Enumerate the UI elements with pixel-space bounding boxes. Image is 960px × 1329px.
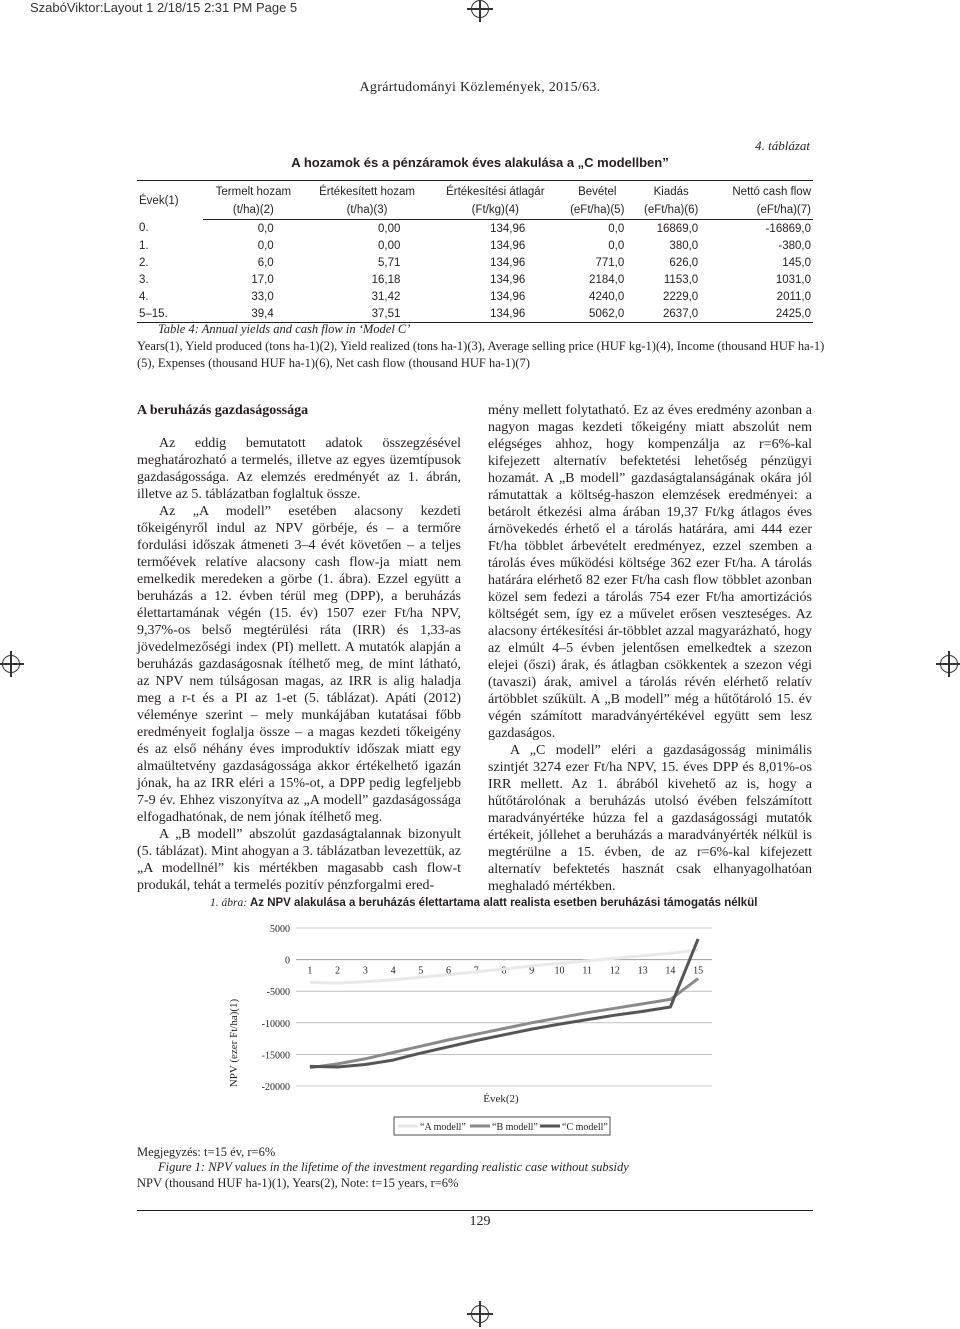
chart-legend [394, 1117, 610, 1135]
chart-x-tick-label: 15 [693, 965, 704, 977]
chart-x-tick-label: 5 [418, 965, 424, 977]
figure-caption [210, 897, 757, 909]
chart-x-tick-label: 10 [554, 965, 565, 977]
table-row [137, 305, 813, 323]
table-legend-en: Years(1), Yield produced (tons ha-1)(2), Yield realized (tons ha-1)(3), Average selling price (HUF kg-1)(4), Income (thousand HUF ha-1)(5), Expenses (thousand HUF ha-1)(6), Net cash flow (thousand HUF ha-1)(7) [137, 339, 825, 370]
table-row [137, 237, 813, 254]
chart-y-tick-label: 0 [285, 955, 290, 967]
table-cell: 16,18 [371, 273, 401, 286]
table-cell: 134,96 [490, 290, 526, 303]
table-cell: 134,96 [490, 222, 526, 235]
table-row [137, 288, 813, 305]
chart-x-tick-label: 13 [637, 965, 648, 977]
table-row [137, 271, 813, 288]
chart-x-axis-label: Évek(2) [483, 1093, 519, 1105]
table-cell: 1. [139, 239, 149, 252]
registration-mark-icon [2, 655, 20, 673]
table-cell: 4240,0 [589, 290, 625, 303]
chart-y-tick-label: 5000 [270, 924, 290, 935]
legend-label: “A modell” [420, 1122, 466, 1133]
chart-x-tick-label: 8 [501, 965, 507, 977]
table-cell: 2. [139, 256, 149, 269]
table-cell: 2229,0 [663, 290, 699, 303]
table-row [137, 254, 813, 271]
table-cell: 2637,0 [634, 305, 708, 323]
table-header: Értékesítési átlagár [430, 181, 560, 202]
paragraph: mény mellett folytatható. Ez az éves eredmény azonban a nagyon magas kezdeti tőkeigény miatt abszolút nem elégséges ahhoz, hogy kompenzálja az r=6%-kal kifejezett alternatív befektetési lehetőség pénzügyi hozamát. A „B modell” gazdaságtalanságának okára jól rámutattak a költség-haszon elemzések eredményei: a betárolt étkezési alma árában 19,37 Ft/kg átlagos éves árnövekedés érhető el a tárolás határára, ami 444 ezer Ft/ha többlet árbevételt eredményez, ezzel szemben a tárolás éves működési költsége 362 ezer Ft/ha. A tárolás határára elérhető 82 ezer Ft/ha cash flow többlet azonban közel sem fedezi a tárolás 754 ezer Ft/ha amortizációs költségét sem, így ez a művelet erősen veszteséges. Az alacsony értékesítési ár-többlet azzal magyarázható, hogy az elmúlt 4–5 évben jelentősen emelkedtek a szezon elejei (őszi) árak, és átlagban csökkentek a szezon végi (tavaszi) árak, amivel a tárolás révén elérhető relatív ártöbblet szűkült. A „B modell” még a hűtőtároló 15. év végén számított maradványértékével együtt sem lesz gazdaságos. [488, 403, 812, 741]
table-cell: 1153,0 [663, 273, 699, 286]
chart-x-tick-label: 12 [609, 965, 620, 977]
running-head: Agrártudományi Közlemények, 2015/63. [359, 80, 601, 95]
table-cell: 771,0 [595, 256, 625, 269]
table-cell: 134,96 [490, 256, 526, 269]
figure-label: 1. ábra: [210, 897, 248, 909]
chart-y-tick-label: -5000 [266, 987, 290, 999]
table-cell: 0,0 [257, 222, 274, 235]
table-caption-en: Table 4: Annual yields and cash flow in ‘Model C’ [158, 322, 411, 336]
table-cell: 0,0 [608, 222, 625, 235]
chart-y-tick-label: -15000 [261, 1050, 290, 1062]
table-cell: 0. [139, 222, 149, 235]
table-unit: (Ft/kg)(4) [430, 201, 560, 220]
table-cell: 5,71 [377, 256, 401, 269]
chart-x-ticks [307, 966, 703, 977]
printer-slug: SzabóViktor:Layout 1 2/18/15 2:31 PM Page 5 [30, 0, 298, 15]
legend-label: “C modell” [562, 1122, 608, 1133]
table-cell: 3. [139, 273, 149, 286]
chart-x-tick-label: 1 [307, 965, 313, 977]
chart-y-tick-label: -20000 [261, 1082, 290, 1093]
chart-y-ticks [262, 924, 290, 1093]
chart-x-tick-label: 14 [665, 965, 676, 977]
table-cell: 380,0 [669, 239, 699, 252]
table-cell: 0,0 [257, 239, 274, 252]
chart-x-tick-label: 4 [390, 965, 396, 977]
table-cell: 37,51 [304, 305, 431, 323]
chart-series [310, 939, 698, 1068]
table-cell: -16869,0 [765, 222, 811, 235]
table-unit: (eFt/ha)(5) [560, 201, 634, 220]
table-row [137, 220, 813, 238]
table-cell: 2184,0 [589, 273, 625, 286]
chart-x-tick-label: 7 [473, 965, 479, 977]
table-cell: 1031,0 [775, 273, 811, 286]
figure-title: Az NPV alakulása a beruházás élettartama alatt realista esetben beruházási támogatás nélkül [249, 897, 758, 909]
figure-note: Megjegyzés: t=15 év, r=6% [137, 1145, 276, 1159]
table-header: Kiadás [634, 181, 708, 202]
page-number-rule [137, 1210, 813, 1211]
table-cell: -380,0 [778, 239, 811, 252]
paragraph: A „C modell” eléri a gazdaságosság minimális szintjét 3274 ezer Ft/ha NPV, 15. éves DPP és 8,01%-os IRR mellett. Az 1. ábrából kivehető az is, hogy a hűtőtárolónak a beruházás utolsó évében felszámított maradványértéke húzza fel a gazdaságossági mutatók értékeit, jóllehet a beruházás a maradványérték nélkül is megtérülne a 15. évben, de az r=6%-kal kifejezett alternatív befektetés hasznát csak elhanyagolhatóan meghaladó mértékben. [488, 743, 812, 894]
table-unit: (t/ha)(3) [304, 201, 431, 220]
paragraph: A „B modell” abszolút gazdaságtalannak bizonyult (5. táblázat). Mint ahogyan a 3. táblázatban levezettük, az „A modellnél” kis mértékben magasabb cash flow-t produkál, tehát a termelés pozitív pénzforgalmi ered- [137, 827, 461, 893]
chart-x-tick-label: 9 [529, 965, 535, 977]
table-cell: 39,4 [203, 305, 304, 323]
table-cell: 5–15. [137, 305, 203, 323]
table-cell: 2011,0 [776, 290, 811, 303]
table-header: Bevétel [560, 181, 634, 202]
cash-flow-table [137, 180, 813, 323]
table-cell: 5062,0 [560, 305, 634, 323]
table-cell: 0,0 [608, 239, 625, 252]
table-header: Értékesített hozam [304, 181, 431, 202]
chart-gridlines [296, 928, 712, 1086]
chart-x-tick-label: 3 [362, 965, 368, 977]
table-label: 4. táblázat [755, 138, 810, 153]
registration-mark-icon [940, 655, 958, 673]
table-cell: 6,0 [257, 256, 274, 269]
figure-caption-en: Figure 1: NPV values in the lifetime of the investment regarding realistic case without subsidy [158, 1160, 629, 1174]
npv-line-chart [200, 918, 760, 1140]
paragraph: Az „A modell” esetében alacsony kezdeti tőkeigényről indul az NPV görbéje, és – a termőre fordulási időszak átmeneti 3–4 évét követően – a teljes termőévek relatíve alacsony cash flow-ja miatt nem emelkedik meredeken a görbe (1. ábra). Ezzel együtt a beruházás a 12. évben térül meg (DPP), a beruházás élettartamának végén (15. év) 1507 ezer Ft/ha NPV, 9,37%-os belső megtérülési ráta (IRR) és 1,33-as jövedelmezőségi index (PI) mellett. A mutatók alapján a beruházás gazdaságosnak ítélhető meg, de mint látható, az NPV nem túlságosan magas, az IRR is alig haladja meg a r-t és a PI az 1-et (5. táblázat). Apáti (2012) véleménye szerint – mely munkájában kutatásai főbb eredményeit foglalja össze – a magas kezdeti tőkeigény és az első néhány éves improduktív időszak miatt egy almaültetvény gazdaságossága akkor értékelhető igazán jónak, ha az IRR eléri a 15%-ot, a DPP pedig legfeljebb 7-9 év. Ehhez viszonyítva az „A modell” gazdaságossága elfogadhatónak, de nem jónak ítélhető meg. [137, 504, 461, 825]
page-number: 129 [469, 1214, 491, 1229]
section-title: A beruházás gazdaságossága [137, 403, 309, 418]
table-cell: 134,96 [490, 239, 526, 252]
chart-x-tick-label: 2 [335, 965, 341, 977]
table-unit: (eFt/ha)(7) [708, 201, 813, 220]
table-header: Nettó cash flow [708, 181, 813, 202]
table-header: Termelt hozam [203, 181, 304, 202]
table-cell: 145,0 [782, 256, 811, 269]
legend-label: “B modell” [492, 1122, 538, 1133]
left-column [137, 402, 461, 894]
table-cell: 16869,0 [656, 222, 699, 235]
table-cell: 4. [139, 290, 149, 303]
table-cell: 31,42 [371, 290, 401, 303]
table-cell: 0,00 [377, 222, 401, 235]
table-header-years: Évek(1) [137, 181, 203, 220]
table-cell: 134,96 [490, 273, 526, 286]
chart-y-tick-label: -10000 [261, 1018, 290, 1030]
table-cell: 2425,0 [708, 305, 813, 323]
table-cell: 33,0 [251, 290, 274, 303]
table-title: A hozamok és a pénzáramok éves alakulása a „C modellben” [291, 155, 669, 170]
right-column [488, 402, 812, 895]
chart-y-axis-label: NPV (ezer Ft/ha)(1) [228, 998, 240, 1088]
registration-mark-icon [471, 0, 489, 18]
chart-x-tick-label: 6 [446, 965, 452, 977]
chart-x-tick-label: 11 [582, 965, 593, 977]
table-cell: 17,0 [251, 273, 274, 286]
paragraph: Az eddig bemutatott adatok összegzésével meghatározható a termelés, illetve az egyes üzemtípusok gazdaságossága. Az elemzés eredményét az 1. ábrán, illetve az 5. táblázatban foglaltuk össze. [137, 436, 461, 502]
table-unit: (eFt/ha)(6) [634, 201, 708, 220]
table-unit: (t/ha)(2) [203, 201, 304, 220]
table-cell: 134,96 [430, 305, 560, 323]
table-cell: 626,0 [669, 256, 699, 269]
table-cell: 0,00 [377, 239, 401, 252]
registration-mark-icon [471, 1305, 489, 1323]
figure-legend-en: NPV (thousand HUF ha-1)(1), Years(2), Note: t=15 years, r=6% [137, 1176, 459, 1190]
